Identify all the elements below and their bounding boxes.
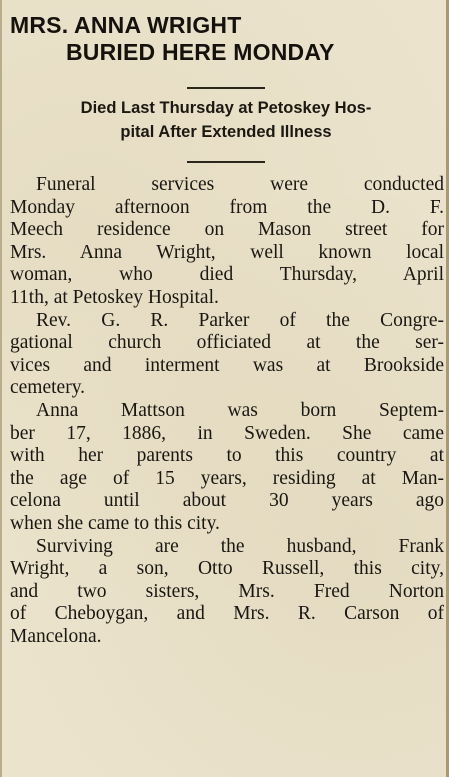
text-line: and two sisters, Mrs. Fred Norton: [10, 580, 444, 602]
text-line: Funeral services were conducted: [36, 174, 444, 195]
subheadline-divider: [187, 161, 265, 163]
text-line: celona until about 30 years ago: [10, 490, 444, 512]
headline-divider: [187, 87, 265, 89]
text-line: 11th, at Petoskey Hospital.: [10, 286, 219, 308]
text-line: gational church officiated at the ser-: [10, 332, 444, 354]
headline: [10, 12, 449, 66]
subheadline-line-1: Died Last Thursday at Petoskey Hos-: [80, 99, 372, 117]
paragraph-funeral: [10, 174, 444, 310]
headline-line-1: MRS. ANNA WRIGHT: [10, 12, 242, 38]
text-line: cemetery.: [10, 377, 86, 399]
text-line: ber 17, 1886, in Sweden. She came: [10, 422, 444, 444]
text-line: vices and interment was at Brookside: [10, 354, 444, 376]
text-line: Monday afternoon from the D. F.: [10, 196, 444, 218]
article-body: [10, 174, 444, 648]
text-line: when she came to this city.: [10, 512, 220, 534]
subheadline-line-2: pital After Extended Illness: [120, 123, 332, 141]
paragraph-biography: [10, 400, 444, 536]
text-line: woman, who died Thursday, April: [10, 264, 444, 286]
headline-line-2: BURIED HERE MONDAY: [66, 39, 335, 65]
text-line: Anna Mattson was born Septem-: [36, 399, 444, 421]
paragraph-officiant: [10, 310, 444, 400]
text-line: Mancelona.: [10, 625, 102, 647]
text-line: Wright, a son, Otto Russell, this city,: [10, 558, 444, 580]
paragraph-survivors: [10, 536, 444, 649]
text-line: of Cheboygan, and Mrs. R. Carson of: [10, 603, 444, 625]
text-line: Rev. G. R. Parker of the Congre-: [36, 309, 444, 331]
text-line: Surviving are the husband, Frank: [36, 535, 444, 557]
text-line: Mrs. Anna Wright, well known local: [10, 241, 444, 263]
text-line: with her parents to this country at: [10, 445, 444, 467]
text-line: Meech residence on Mason street for: [10, 219, 444, 241]
text-line: the age of 15 years, residing at Man-: [10, 467, 444, 489]
subheadline: [8, 96, 444, 144]
